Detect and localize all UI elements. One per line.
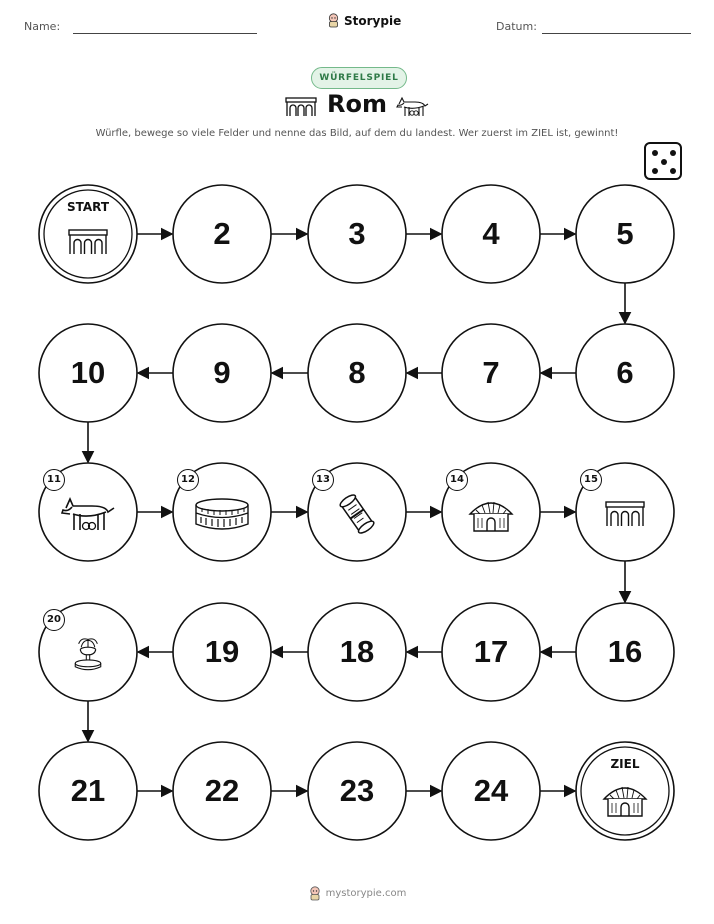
- field-number: 3: [348, 216, 366, 251]
- game-instructions: Würfle, bewege so viele Felder und nenne das Bild, auf dem du landest. Wer zuerst im ZIEL ist, gewinnt!: [95, 128, 619, 139]
- field-number: 19: [204, 634, 240, 669]
- field-number: 10: [70, 355, 106, 390]
- field-number: 5: [616, 216, 634, 251]
- field-number-badge: 20: [43, 609, 65, 631]
- footer: [0, 886, 714, 901]
- field-number: 7: [482, 355, 500, 390]
- field-number: 21: [70, 773, 106, 808]
- field-number: 23: [339, 773, 375, 808]
- brand-name: Storypie: [344, 13, 402, 28]
- field-number: 2: [213, 216, 231, 251]
- field-number: 16: [607, 634, 643, 669]
- field-number: 17: [473, 634, 509, 669]
- storypie-mascot-icon: [308, 886, 322, 901]
- field-number: 9: [213, 355, 231, 390]
- date-label: Datum:: [496, 20, 537, 33]
- field-number-badge: 12: [177, 469, 199, 491]
- field-number: 24: [473, 773, 509, 808]
- field-number-badge: 13: [312, 469, 334, 491]
- finish-label: ZIEL: [610, 757, 640, 771]
- page-title: Rom: [327, 90, 387, 118]
- field-number: 8: [348, 355, 366, 390]
- field-number-badge: 14: [446, 469, 468, 491]
- field-number: 4: [482, 216, 500, 251]
- field-number-badge: 15: [580, 469, 602, 491]
- name-label: Name:: [24, 20, 61, 33]
- start-label: START: [66, 200, 110, 214]
- field-number: 6: [616, 355, 634, 390]
- game-type-badge: WÜRFELSPIEL: [311, 67, 407, 89]
- footer-url: mystorypie.com: [325, 888, 407, 899]
- field-number-badge: 11: [43, 469, 65, 491]
- field-number: 18: [339, 634, 375, 669]
- field-number: 22: [204, 773, 240, 808]
